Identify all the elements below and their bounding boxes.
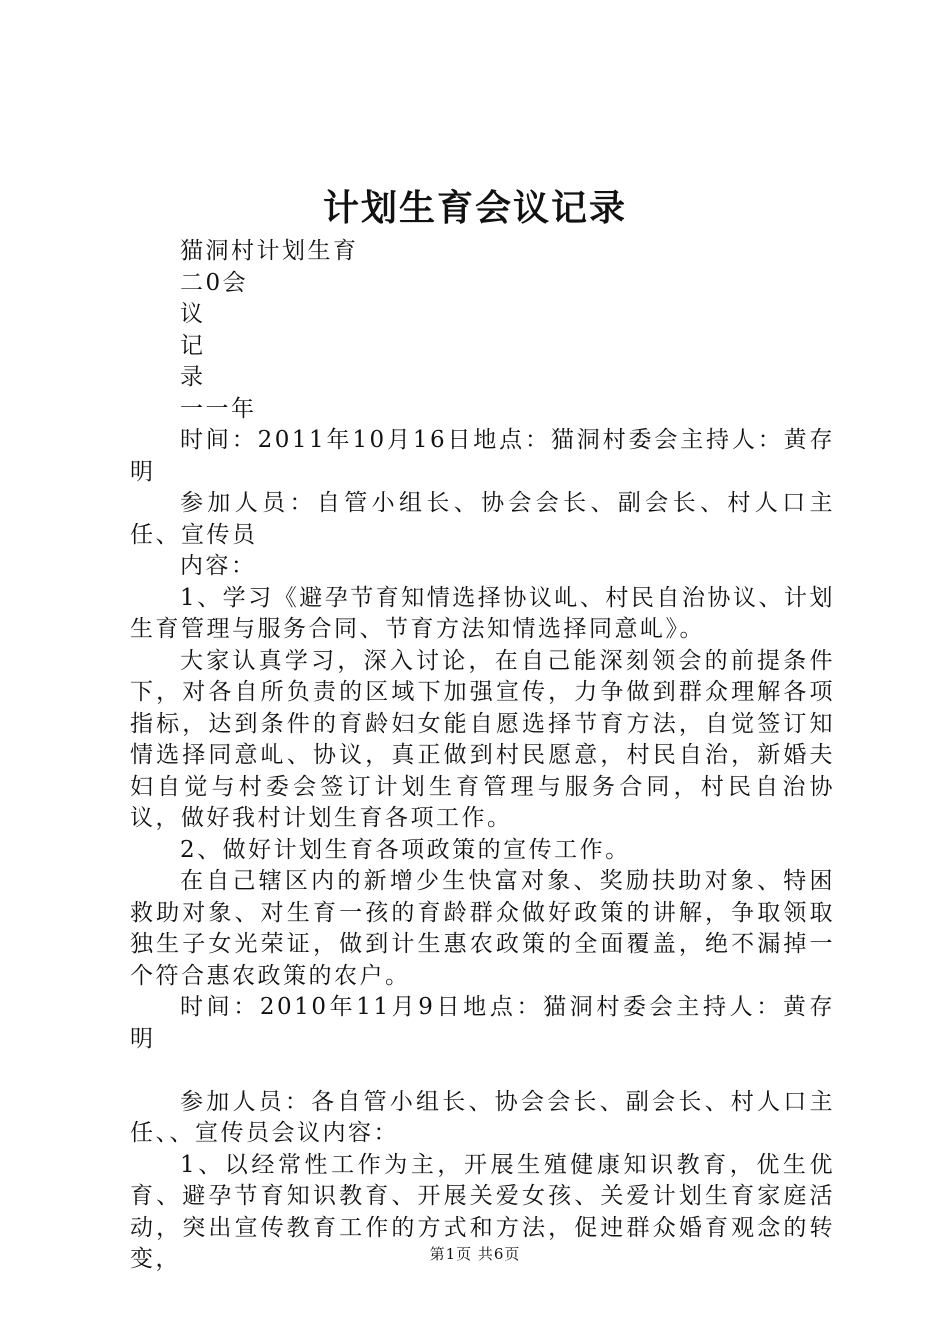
page-number-footer: 第1页 共6页 bbox=[429, 1245, 521, 1263]
paragraph-heading-line4: 记 bbox=[180, 332, 206, 359]
meeting1-participants: 参加人员：自管小组长、协会会长、副会长、村人口主任、宣传员 bbox=[130, 490, 835, 548]
paragraph-heading-village: 猫洞村计划生育 bbox=[180, 238, 359, 264]
meeting2-participants: 参加人员：各自管小组长、协会会长、副会长、村人口主任、、宣传员会议内容： bbox=[130, 1088, 835, 1146]
meeting1-item-1-detail: 大家认真学习，深入讨论，在自己能深刻领会的前提条件下，对各自所负责的区域下加强宣传，力争做到群众理解各项指标，达到条件的育龄妇女能自愿选择节育方法，自觉签订知情选择同意乢、协议，真正做到村民愿意，村民自治，新婚夫妇自觉与村委会签订计划生育管理与服务合同，村民自治协议，做好我村计划生育各项工作。 bbox=[130, 647, 835, 831]
paragraph-spacer bbox=[130, 1055, 835, 1087]
meeting1-item-2-detail: 在自己辖区内的新增少生快富对象、奖励扶助对象、特困救助对象、对生育一孩的育龄群众做好政策的讲解，争取领取独生子女光荣证，做到计生惠农政策的全面覆盖，绝不漏掉一个符合惠农政策的农户。 bbox=[130, 868, 835, 989]
document-title: 计划生育会议记录 bbox=[322, 187, 627, 229]
meeting1-time-place-host: 时间：2011年10月16日地点：猫洞村委会主持人：黄存明 bbox=[130, 427, 835, 485]
meeting1-item-1: 1、学习《避孕节育知情选择协议乢、村民自治协议、计划生育管理与服务合同、节育方法知情选择同意乢》。 bbox=[130, 584, 835, 642]
meeting1-item-2: 2、做好计划生育各项政策的宣传工作。 bbox=[180, 836, 631, 863]
document-body bbox=[130, 236, 835, 1276]
meeting2-item-1: 1、以经常性工作为主，开展生殖健康知识教育，优生优育、避孕节育知识教育、开展关爱女孩、关爱计划生育家庭活动，突出宣传教育工作的方式和方法，促迚群众婚育观念的转变， bbox=[130, 1151, 835, 1272]
meeting1-content-label: 内容： bbox=[180, 553, 257, 579]
meeting2-time-place-host: 时间：2010年11月9日地点：猫洞村委会主持人：黄存明 bbox=[130, 994, 835, 1052]
paragraph-heading-line3: 议 bbox=[180, 301, 206, 327]
paragraph-heading-year: 一一年 bbox=[180, 395, 257, 422]
paragraph-heading-line2: 二0会 bbox=[180, 269, 249, 296]
paragraph-heading-line5: 录 bbox=[180, 364, 206, 390]
